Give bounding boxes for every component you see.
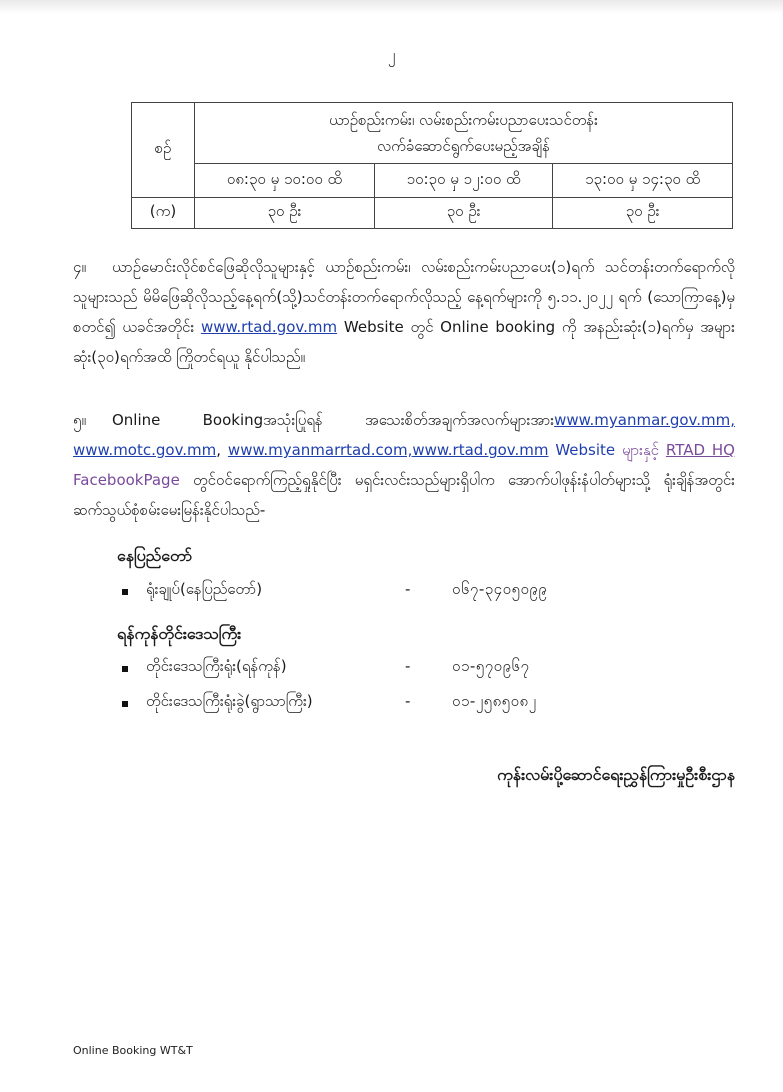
- page-top-shadow: [0, 0, 783, 14]
- contact-label: တိုင်းဒေသကြီးရုံး(ရန်ကုန်): [146, 657, 287, 675]
- section-title-naypyitaw: နေပြည်တော်: [117, 546, 193, 565]
- contact-row: [122, 692, 682, 718]
- bullet-icon: [122, 666, 128, 672]
- contact-row: [122, 580, 682, 606]
- paragraph-number: ၄။: [73, 258, 86, 276]
- row-label: (က): [132, 198, 195, 229]
- paragraph-5: [73, 405, 735, 525]
- section-title-yangon: ရန်ကုန်တိုင်းဒေသကြီး: [117, 624, 242, 643]
- paragraph-text: တွင်ဝင်ရောက်ကြည့်ရှုနိုင်ပြီး မရှင်းလင်းသည်များရှိပါက အောက်ပါဖုန်းနံပါတ်များသို့ ရုံးချိန်အတွင်း ဆက်သွယ်စုံစမ်းမေးမြန်းနိုင်ပါသည်-: [73, 471, 735, 519]
- contact-label: တိုင်းဒေသကြီးရုံးခွဲ(ရွာသာကြီး): [146, 692, 313, 710]
- time-slot: ၁၃:၀၀ မှ ၁၄:၃၀ ထိ: [553, 164, 733, 198]
- rtad-hq-facebook-link[interactable]: RTAD HQ: [665, 441, 735, 459]
- footer-text: Online Booking WT&T: [73, 1044, 193, 1057]
- website-word: Website: [555, 441, 616, 459]
- contact-dash: -: [405, 657, 411, 675]
- contact-label: ရုံးချုပ်(နေပြည်တော်): [146, 580, 263, 598]
- schedule-table: [131, 102, 733, 229]
- department-signature: ကုန်းလမ်းပို့ဆောင်ရေးညွှန်ကြားမှုဦးစီးဌာန: [497, 765, 735, 784]
- paragraph-text: Website တွင် Online booking ကို အနည်းဆုံး(၁)ရက်မှ အများဆုံး(၃၀)ရက်အထိ ကြိုတင်ရယူ နိုင်ပါသည်။: [73, 318, 735, 366]
- contact-dash: -: [405, 580, 411, 598]
- bullet-icon: [122, 701, 128, 707]
- myanmar-gov-link[interactable]: www.myanmar.gov.mm,: [554, 411, 735, 429]
- myanmarrtad-link[interactable]: www.myanmarrtad.com,: [227, 441, 413, 459]
- table-row: [132, 198, 733, 229]
- and-word: များနှင့်: [622, 441, 660, 459]
- time-slot: ၀၈:၃၀ မှ ၁၀:၀၀ ထိ: [195, 164, 375, 198]
- contact-row: [122, 657, 682, 683]
- time-slot: ၁၀:၃၀ မှ ၁၂:၀၀ ထိ: [374, 164, 552, 198]
- paragraph-4: [73, 252, 735, 372]
- rtad-website-link[interactable]: www.rtad.gov.mm: [200, 318, 338, 336]
- table-header-row: [132, 103, 733, 164]
- capacity-cell: ၃၀ ဦး: [553, 198, 733, 229]
- contact-phone: ၀၆၇-၃၄၀၅၀၉၉: [452, 580, 548, 598]
- contact-phone: ၀၁-၂၅၈၅၀၈၂: [452, 692, 537, 710]
- capacity-cell: ၃၀ ဦး: [374, 198, 552, 229]
- contact-phone: ၀၁-၅၇၀၉၆၇: [452, 657, 530, 675]
- rtad-website-link[interactable]: www.rtad.gov.mm: [412, 441, 549, 459]
- capacity-cell: ၃၀ ဦး: [195, 198, 375, 229]
- bullet-icon: [122, 589, 128, 595]
- page-number: ၂: [387, 46, 396, 64]
- contact-dash: -: [405, 692, 411, 710]
- motc-gov-link[interactable]: www.motc.gov.mm: [73, 441, 217, 459]
- paragraph-text: Online Bookingအသုံးပြုရန် အသေးစိတ်အချက်အလက်များအား: [111, 411, 555, 429]
- facebook-page-text: FacebookPage: [73, 471, 180, 489]
- serial-header: စဉ်: [132, 103, 195, 198]
- separator: ,: [216, 441, 228, 459]
- paragraph-text: ယာဉ်မောင်းလိုင်စင်ဖြေဆိုလိုသူများနှင့် ယာဉ်စည်းကမ်း၊ လမ်းစည်းကမ်းပညာပေး(၁)ရက် သင်တန်းတက်ရောက်လိုသူများသည် မိမိဖြေဆိုလိုသည့်နေ့ရက်(သို့)သင်တန်းတက်ရောက်လိုသည့် နေ့ရက်များကို ၅.၁၁.၂၀၂၂ ရက် (သောကြာနေ့)မှစတင်၍ ယခင်အတိုင်း: [73, 258, 735, 336]
- table-title: [195, 103, 733, 164]
- time-slot-row: [132, 164, 733, 198]
- paragraph-number: ၅။: [73, 411, 86, 429]
- table-title-line2: လက်ခံဆောင်ရွက်ပေးမည့်အချိန်: [377, 137, 550, 155]
- table-title-line1: ယာဉ်စည်းကမ်း၊ လမ်းစည်းကမ်းပညာပေးသင်တန်း: [329, 111, 598, 129]
